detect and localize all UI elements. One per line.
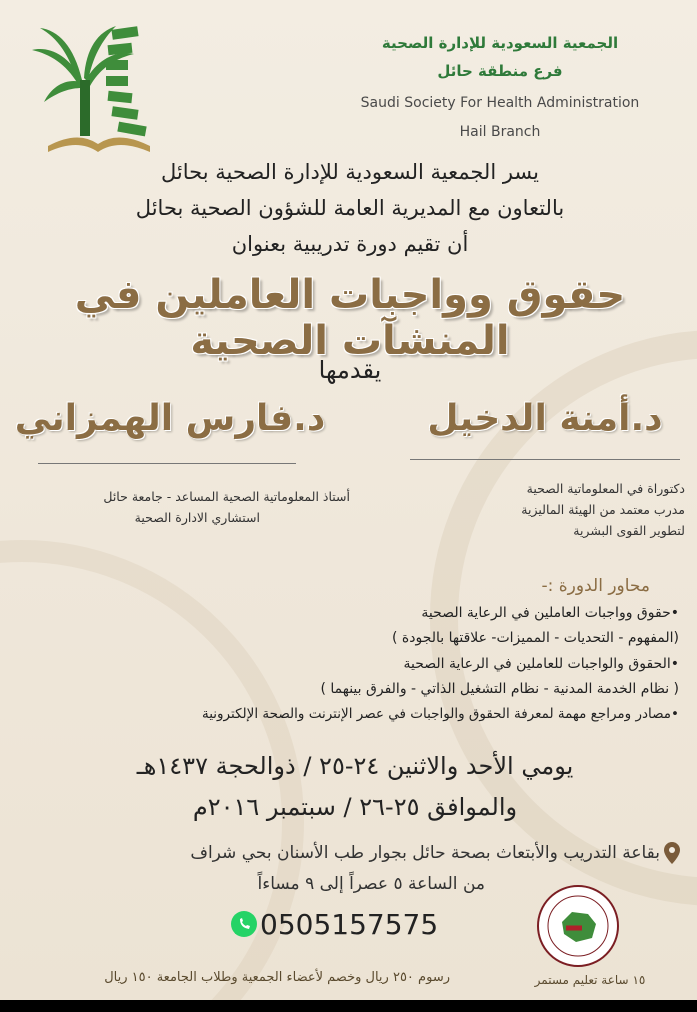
intro-line-3: أن تقيم دورة تدريبية بعنوان — [231, 232, 469, 256]
branch-name-arabic: فرع منطقة حائل — [437, 62, 563, 80]
location-pin-icon — [664, 842, 680, 864]
divider — [410, 459, 680, 460]
date-hijri: يومي الأحد والاثنين ٢٤-٢٥ / ذوالحجة ١٤٣٧هـ — [136, 752, 574, 780]
speaker-2-credentials — [10, 486, 350, 528]
axis-item-detail: (المفهوم - التحديات - المميزات- علاقتها بالجودة ) — [392, 630, 679, 646]
axis-item: •مصادر ومراجع مهمة لمعرفة الحقوق والواجبات في عصر الإنترنت والصحة الإلكترونية — [201, 706, 679, 722]
whatsapp-icon — [230, 910, 258, 938]
time-text: من الساعة ٥ عصراً إلى ٩ مساءاً — [257, 874, 485, 894]
society-name-arabic: الجمعية السعودية للإدارة الصحية — [381, 34, 619, 52]
credential-line: دكتوراة في المعلوماتية الصحية — [526, 481, 685, 496]
divider — [38, 463, 296, 464]
scfhs-accreditation-seal — [536, 884, 620, 968]
axis-item-detail: ( نظام الخدمة المدنية - نظام التشغيل الذاتي - والفرق بينهما ) — [320, 681, 679, 697]
intro-line-1: يسر الجمعية السعودية للإدارة الصحية بحائل — [161, 160, 539, 184]
society-name-english: Saudi Society For Health Administration — [360, 95, 640, 111]
branch-name-english: Hail Branch — [459, 124, 541, 140]
speaker-2-name: د.فارس الهمزاني — [14, 398, 326, 439]
speaker-1-credentials — [400, 478, 685, 541]
credential-line: استشاري الادارة الصحية — [134, 510, 260, 525]
course-title: حقوق وواجبات العاملين في المنشآت الصحية — [74, 272, 626, 364]
credential-line: مدرب معتمد من الهيئة الماليزية — [521, 502, 685, 517]
credential-line: لتطوير القوى البشرية — [573, 523, 685, 538]
axis-item: •حقوق وواجبات العاملين في الرعاية الصحية — [421, 605, 679, 621]
fees-text: رسوم ٢٥٠ ريال وخصم لأعضاء الجمعية وطلاب الجامعة ١٥٠ ريال — [104, 970, 450, 985]
phone-number[interactable]: 0505157575 — [260, 908, 439, 941]
presented-by-label: يقدمها — [318, 356, 382, 384]
course-axes-title: محاور الدورة :- — [541, 576, 650, 596]
cme-hours-text: ١٥ ساعة تعليم مستمر — [534, 973, 646, 987]
axis-item: •الحقوق والواجبات للعاملين في الرعاية الصحية — [403, 656, 679, 672]
date-gregorian: والموافق ٢٥-٢٦ / سبتمبر ٢٠١٦م — [192, 793, 518, 821]
speaker-1-name: د.أمنة الدخيل — [427, 398, 663, 439]
venue-text: بقاعة التدريب والأبتعاث بصحة حائل بجوار طب الأسنان بحي شراف — [190, 843, 660, 863]
credential-line: أستاذ المعلوماتية الصحية المساعد - جامعة حائل — [103, 489, 350, 504]
palm-tree-logo — [28, 18, 168, 158]
intro-line-2: بالتعاون مع المديرية العامة للشؤون الصحية بحائل — [135, 196, 565, 220]
